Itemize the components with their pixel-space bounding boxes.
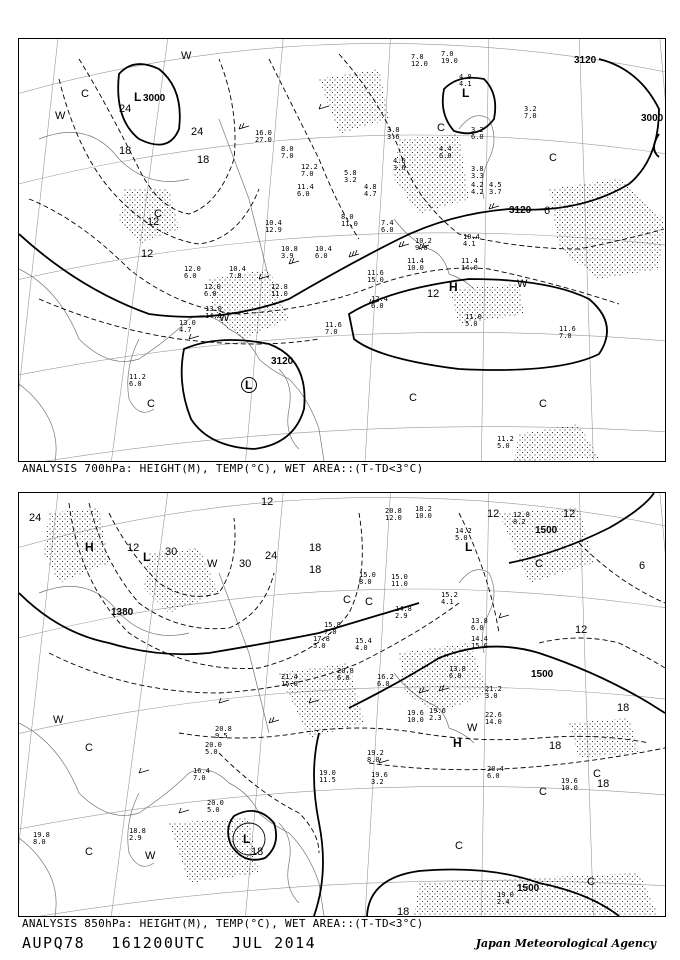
chart-code: AUPQ78 xyxy=(22,934,86,952)
map-700hpa xyxy=(19,39,665,461)
temp-label: 24 xyxy=(265,550,278,562)
station-obs xyxy=(129,827,146,842)
svg-text:3.6: 3.6 xyxy=(393,164,406,172)
station-obs xyxy=(471,165,484,180)
svg-text:14.4: 14.4 xyxy=(471,635,488,643)
svg-text:4.1: 4.1 xyxy=(441,598,454,606)
svg-text:8.2: 8.2 xyxy=(513,518,526,526)
low-pressure-marker: L xyxy=(465,540,473,554)
height-label: 1500 xyxy=(531,669,554,680)
station-obs xyxy=(441,591,458,606)
svg-text:15.8: 15.8 xyxy=(324,621,341,629)
station-obs xyxy=(193,767,210,782)
month-year: JUL 2014 xyxy=(231,934,317,952)
warm-marker: W xyxy=(55,110,66,122)
height-label: 3120 xyxy=(271,356,294,367)
svg-text:8.0: 8.0 xyxy=(33,838,46,846)
svg-text:15.2: 15.2 xyxy=(441,591,458,599)
height-label: 1380 xyxy=(111,607,134,618)
svg-text:2.9: 2.9 xyxy=(395,612,408,620)
svg-text:12.0: 12.0 xyxy=(204,283,221,291)
svg-text:11.2: 11.2 xyxy=(497,435,514,443)
station-obs xyxy=(561,777,578,792)
svg-text:2.3: 2.3 xyxy=(429,714,442,722)
svg-text:2.9: 2.9 xyxy=(129,834,142,842)
station-obs xyxy=(33,831,50,846)
svg-text:10.4: 10.4 xyxy=(229,265,246,273)
svg-text:10.4: 10.4 xyxy=(265,219,282,227)
svg-text:12.8: 12.8 xyxy=(271,283,288,291)
station-obs xyxy=(324,621,341,636)
temp-label: 18 xyxy=(251,846,264,858)
svg-text:12.8: 12.8 xyxy=(513,511,530,519)
station-obs xyxy=(313,635,330,650)
svg-text:15.0: 15.0 xyxy=(359,571,376,579)
svg-text:4.7: 4.7 xyxy=(364,190,377,198)
svg-text:3.2: 3.2 xyxy=(371,778,384,786)
svg-text:21.2: 21.2 xyxy=(485,685,502,693)
svg-text:6.0: 6.0 xyxy=(381,226,394,234)
station-obs xyxy=(301,163,318,178)
temp-label: 18 xyxy=(197,154,210,166)
cold-marker: C xyxy=(539,398,547,410)
svg-text:19.6: 19.6 xyxy=(429,707,446,715)
station-obs xyxy=(325,321,342,336)
cold-marker: C xyxy=(455,840,463,852)
temp-label: 12 xyxy=(487,508,500,520)
station-obs xyxy=(524,105,537,120)
cold-marker: C xyxy=(539,786,547,798)
svg-text:12.0: 12.0 xyxy=(385,514,402,522)
svg-text:6.0: 6.0 xyxy=(439,152,452,160)
svg-text:13.0: 13.0 xyxy=(179,319,196,327)
warm-marker: W xyxy=(467,722,478,734)
svg-text:7.0: 7.0 xyxy=(193,774,206,782)
svg-text:11.2: 11.2 xyxy=(129,373,146,381)
high-pressure-marker: H xyxy=(85,540,94,554)
temp-label: 24 xyxy=(119,103,132,115)
temp-label: 18 xyxy=(119,145,132,157)
station-obs xyxy=(393,157,406,172)
temp-label: 18 xyxy=(309,542,322,554)
cold-marker: C xyxy=(535,558,543,570)
svg-text:4.6: 4.6 xyxy=(393,157,406,165)
svg-text:5.0: 5.0 xyxy=(465,320,478,328)
station-obs xyxy=(364,183,377,198)
cold-marker: C xyxy=(85,846,93,858)
svg-text:15.0: 15.0 xyxy=(391,573,408,581)
svg-text:2.4: 2.4 xyxy=(497,898,510,906)
wet-areas xyxy=(44,508,659,916)
station-obs xyxy=(265,219,282,234)
svg-text:8.0: 8.0 xyxy=(341,213,354,221)
height-label: 1500 xyxy=(535,525,558,536)
low-pressure-marker: L xyxy=(462,86,470,100)
low-pressure-marker: L xyxy=(143,550,151,564)
svg-text:7.0: 7.0 xyxy=(441,50,454,58)
station-obs xyxy=(463,233,480,248)
svg-text:19.6: 19.6 xyxy=(407,709,424,717)
svg-text:6.0: 6.0 xyxy=(204,290,217,298)
agency-name: Japan Meteorological Agency xyxy=(475,937,656,950)
svg-text:3.6: 3.6 xyxy=(387,133,400,141)
low-pressure-marker: L xyxy=(134,90,142,104)
warm-marker: W xyxy=(219,312,230,324)
svg-text:11.4: 11.4 xyxy=(407,257,424,265)
svg-text:12.2: 12.2 xyxy=(301,163,318,171)
station-obs xyxy=(391,573,408,588)
station-obs xyxy=(407,709,424,724)
svg-text:20.0: 20.0 xyxy=(207,799,224,807)
svg-text:19.8: 19.8 xyxy=(33,831,50,839)
svg-text:10.4: 10.4 xyxy=(463,233,480,241)
station-obs xyxy=(489,181,502,196)
svg-text:5.8: 5.8 xyxy=(344,169,357,177)
svg-text:7.0: 7.0 xyxy=(324,628,337,636)
svg-text:16.2: 16.2 xyxy=(377,673,394,681)
svg-text:6.0: 6.0 xyxy=(487,772,500,780)
temp-label: 18 xyxy=(549,740,562,752)
svg-text:18.8: 18.8 xyxy=(129,827,146,835)
station-obs xyxy=(371,771,388,786)
map-850hpa xyxy=(19,493,665,916)
svg-text:9.5: 9.5 xyxy=(215,732,228,740)
svg-text:3.0: 3.0 xyxy=(485,692,498,700)
svg-text:6.0: 6.0 xyxy=(371,302,384,310)
high-pressure-marker: H xyxy=(449,280,458,294)
cold-marker: C xyxy=(409,392,417,404)
station-obs xyxy=(297,183,314,198)
station-obs xyxy=(485,685,502,700)
svg-text:4.4: 4.4 xyxy=(439,145,452,153)
svg-text:11.4: 11.4 xyxy=(461,257,478,265)
svg-text:3.2: 3.2 xyxy=(524,105,537,113)
svg-text:19.2: 19.2 xyxy=(367,749,384,757)
svg-text:11.6: 11.6 xyxy=(325,321,342,329)
station-obs xyxy=(281,673,298,688)
svg-text:4.8: 4.8 xyxy=(364,183,377,191)
svg-text:6.0: 6.0 xyxy=(297,190,310,198)
svg-text:3.7: 3.7 xyxy=(489,188,502,196)
svg-text:11.0: 11.0 xyxy=(465,313,482,321)
svg-text:10.8: 10.8 xyxy=(281,245,298,253)
cold-marker: C xyxy=(154,208,162,220)
svg-text:15.4: 15.4 xyxy=(355,637,372,645)
valid-time: 161200UTC xyxy=(111,934,206,952)
temp-label: 12 xyxy=(575,624,588,636)
station-obs xyxy=(439,145,452,160)
station-obs xyxy=(359,571,376,586)
svg-text:14.0: 14.0 xyxy=(205,312,222,320)
svg-text:20.8: 20.8 xyxy=(337,667,354,675)
svg-text:10.0: 10.0 xyxy=(415,512,432,520)
svg-text:4.0: 4.0 xyxy=(459,73,472,81)
svg-text:14.0: 14.0 xyxy=(461,264,478,272)
cold-marker: C xyxy=(587,876,595,888)
svg-text:11.6: 11.6 xyxy=(559,325,576,333)
warm-marker: W xyxy=(517,278,528,290)
svg-text:6.0: 6.0 xyxy=(449,672,462,680)
temp-label: 24 xyxy=(29,512,42,524)
station-obs xyxy=(367,749,384,764)
svg-text:4.0: 4.0 xyxy=(355,644,368,652)
panel-700-caption: ANALYSIS 700hPa: HEIGHT(M), TEMP(°C), WET AREA::(T-TD<3°C) xyxy=(22,462,424,475)
svg-text:3.8: 3.8 xyxy=(471,165,484,173)
svg-text:14.2: 14.2 xyxy=(455,527,472,535)
temp-label: 12 xyxy=(427,288,440,300)
svg-text:8.0: 8.0 xyxy=(367,756,380,764)
svg-text:7.4: 7.4 xyxy=(381,219,394,227)
station-obs xyxy=(281,145,294,160)
temp-label: 18 xyxy=(617,702,630,714)
svg-text:3.8: 3.8 xyxy=(387,126,400,134)
svg-text:3.2: 3.2 xyxy=(344,176,357,184)
svg-text:10.0: 10.0 xyxy=(407,264,424,272)
cold-marker: C xyxy=(85,742,93,754)
svg-text:3.9: 3.9 xyxy=(281,252,294,260)
svg-text:14.8: 14.8 xyxy=(395,605,412,613)
svg-text:7.0: 7.0 xyxy=(524,112,537,120)
svg-text:5.0: 5.0 xyxy=(455,534,468,542)
station-obs xyxy=(471,126,484,141)
svg-text:27.0: 27.0 xyxy=(255,136,272,144)
svg-text:15.0: 15.0 xyxy=(367,276,384,284)
svg-text:10.0: 10.0 xyxy=(561,784,578,792)
station-obs xyxy=(559,325,576,340)
cold-marker: C xyxy=(147,398,155,410)
svg-text:11.4: 11.4 xyxy=(297,183,314,191)
height-label: 3120 xyxy=(574,55,597,66)
height-label: 3120 xyxy=(509,205,532,216)
station-obs xyxy=(367,269,384,284)
svg-text:16.0: 16.0 xyxy=(255,129,272,137)
station-obs xyxy=(255,129,272,144)
station-obs xyxy=(471,181,484,196)
svg-text:5.0: 5.0 xyxy=(497,442,510,450)
svg-text:7.0: 7.0 xyxy=(281,152,294,160)
station-obs xyxy=(184,265,201,280)
cold-marker: C xyxy=(593,768,601,780)
svg-text:3.2: 3.2 xyxy=(471,126,484,134)
svg-text:4.1: 4.1 xyxy=(459,80,472,88)
svg-text:6.0: 6.0 xyxy=(471,624,484,632)
svg-text:11.0: 11.0 xyxy=(341,220,358,228)
svg-text:19.6: 19.6 xyxy=(371,771,388,779)
svg-text:19.0: 19.0 xyxy=(497,891,514,899)
station-obs xyxy=(385,507,402,522)
svg-text:10.0: 10.0 xyxy=(407,716,424,724)
svg-text:7.0: 7.0 xyxy=(559,332,572,340)
svg-text:20.0: 20.0 xyxy=(205,741,222,749)
station-obs xyxy=(441,50,458,65)
station-obs xyxy=(395,605,412,620)
station-obs xyxy=(319,769,336,784)
svg-text:14.0: 14.0 xyxy=(485,718,502,726)
station-obs xyxy=(465,313,482,328)
svg-text:6.0: 6.0 xyxy=(129,380,142,388)
svg-text:7.0: 7.0 xyxy=(301,170,314,178)
station-obs xyxy=(411,53,428,68)
svg-text:6.0: 6.0 xyxy=(471,133,484,141)
svg-text:15.0: 15.0 xyxy=(281,680,298,688)
temp-label: 12 xyxy=(261,496,274,508)
station-obs xyxy=(381,219,394,234)
svg-text:5.0: 5.0 xyxy=(207,806,220,814)
station-obs xyxy=(281,245,298,260)
svg-text:4.2: 4.2 xyxy=(471,188,484,196)
temp-label: 18 xyxy=(597,778,610,790)
temp-label: 12 xyxy=(147,216,160,228)
svg-text:7.8: 7.8 xyxy=(411,53,424,61)
low-pressure-marker: L xyxy=(243,832,251,846)
svg-text:11.5: 11.5 xyxy=(319,776,336,784)
svg-text:4.7: 4.7 xyxy=(179,326,192,334)
svg-text:8.0: 8.0 xyxy=(281,145,294,153)
cold-marker: C xyxy=(343,594,351,606)
svg-text:3.3: 3.3 xyxy=(471,172,484,180)
cold-marker: C xyxy=(549,152,557,164)
temp-label: 6 xyxy=(639,560,646,572)
cold-marker: C xyxy=(81,88,89,100)
station-obs xyxy=(407,257,424,272)
temp-label: 18 xyxy=(309,564,322,576)
svg-text:10.2: 10.2 xyxy=(415,237,432,245)
station-obs xyxy=(315,245,332,260)
svg-text:6.0: 6.0 xyxy=(377,680,390,688)
svg-text:6.0: 6.0 xyxy=(315,252,328,260)
svg-text:17.8: 17.8 xyxy=(313,635,330,643)
svg-text:12.0: 12.0 xyxy=(411,60,428,68)
svg-text:19.0: 19.0 xyxy=(319,769,336,777)
height-label: 3000 xyxy=(143,93,166,104)
svg-text:7.8: 7.8 xyxy=(229,272,242,280)
station-obs xyxy=(497,435,514,450)
temp-label: 18 xyxy=(397,906,410,916)
warm-marker: W xyxy=(53,714,64,726)
temp-label: 12 xyxy=(563,508,576,520)
warm-marker: W xyxy=(181,50,192,62)
high-pressure-marker: H xyxy=(453,736,462,750)
temp-label: 24 xyxy=(191,126,204,138)
svg-text:13.8: 13.8 xyxy=(471,617,488,625)
svg-text:13.8: 13.8 xyxy=(449,665,466,673)
cold-marker: C xyxy=(365,596,373,608)
analysis-850hpa-map xyxy=(18,492,666,917)
svg-text:12.0: 12.0 xyxy=(184,265,201,273)
height-label: 3000 xyxy=(641,113,664,124)
svg-text:7.0: 7.0 xyxy=(325,328,338,336)
svg-text:19.0: 19.0 xyxy=(441,57,458,65)
svg-text:12.4: 12.4 xyxy=(371,295,388,303)
svg-text:4.2: 4.2 xyxy=(471,181,484,189)
temp-label: 30 xyxy=(165,546,178,558)
svg-text:6.0: 6.0 xyxy=(337,674,350,682)
svg-text:5.0: 5.0 xyxy=(313,642,326,650)
station-obs xyxy=(471,635,488,650)
svg-text:9.0: 9.0 xyxy=(415,244,428,252)
svg-text:11.0: 11.0 xyxy=(391,580,408,588)
station-obs xyxy=(355,637,372,652)
svg-text:13.0: 13.0 xyxy=(205,305,222,313)
station-obs xyxy=(387,126,400,141)
warm-marker: W xyxy=(207,558,218,570)
svg-text:8.0: 8.0 xyxy=(359,578,372,586)
svg-text:11.6: 11.6 xyxy=(367,269,384,277)
station-obs xyxy=(485,711,502,726)
station-obs xyxy=(471,617,488,632)
station-obs xyxy=(271,283,288,298)
svg-text:22.6: 22.6 xyxy=(485,711,502,719)
station-obs xyxy=(415,505,432,520)
analysis-700hpa-map xyxy=(18,38,666,462)
svg-text:20.8: 20.8 xyxy=(385,507,402,515)
station-obs xyxy=(487,765,504,780)
svg-text:6.0: 6.0 xyxy=(184,272,197,280)
panel-850-caption: ANALYSIS 850hPa: HEIGHT(M), TEMP(°C), WET AREA::(T-TD<3°C) xyxy=(22,917,424,930)
temp-label: 30 xyxy=(239,558,252,570)
svg-text:16.4: 16.4 xyxy=(193,767,210,775)
low-pressure-marker: L xyxy=(245,378,253,392)
station-obs xyxy=(129,373,146,388)
svg-text:10.4: 10.4 xyxy=(315,245,332,253)
svg-text:4.1: 4.1 xyxy=(463,240,476,248)
height-label: 1500 xyxy=(517,883,540,894)
temp-label: 6 xyxy=(544,205,551,217)
temp-label: 12 xyxy=(127,542,140,554)
svg-text:21.4: 21.4 xyxy=(281,673,298,681)
svg-text:11.0: 11.0 xyxy=(271,290,288,298)
station-obs xyxy=(341,213,358,228)
station-obs xyxy=(429,707,446,722)
temp-label: 12 xyxy=(141,248,154,260)
svg-text:5.0: 5.0 xyxy=(205,748,218,756)
svg-text:20.8: 20.8 xyxy=(215,725,232,733)
svg-text:18.2: 18.2 xyxy=(415,505,432,513)
svg-text:12.9: 12.9 xyxy=(265,226,282,234)
warm-marker: W xyxy=(145,850,156,862)
station-obs xyxy=(207,799,224,814)
svg-text:4.5: 4.5 xyxy=(489,181,502,189)
chart-identifier xyxy=(22,934,342,952)
svg-text:20.4: 20.4 xyxy=(487,765,504,773)
station-obs xyxy=(461,257,478,272)
svg-text:15.6: 15.6 xyxy=(471,642,488,650)
svg-text:19.6: 19.6 xyxy=(561,777,578,785)
cold-marker: C xyxy=(437,122,445,134)
station-obs xyxy=(344,169,357,184)
station-obs xyxy=(179,319,196,334)
